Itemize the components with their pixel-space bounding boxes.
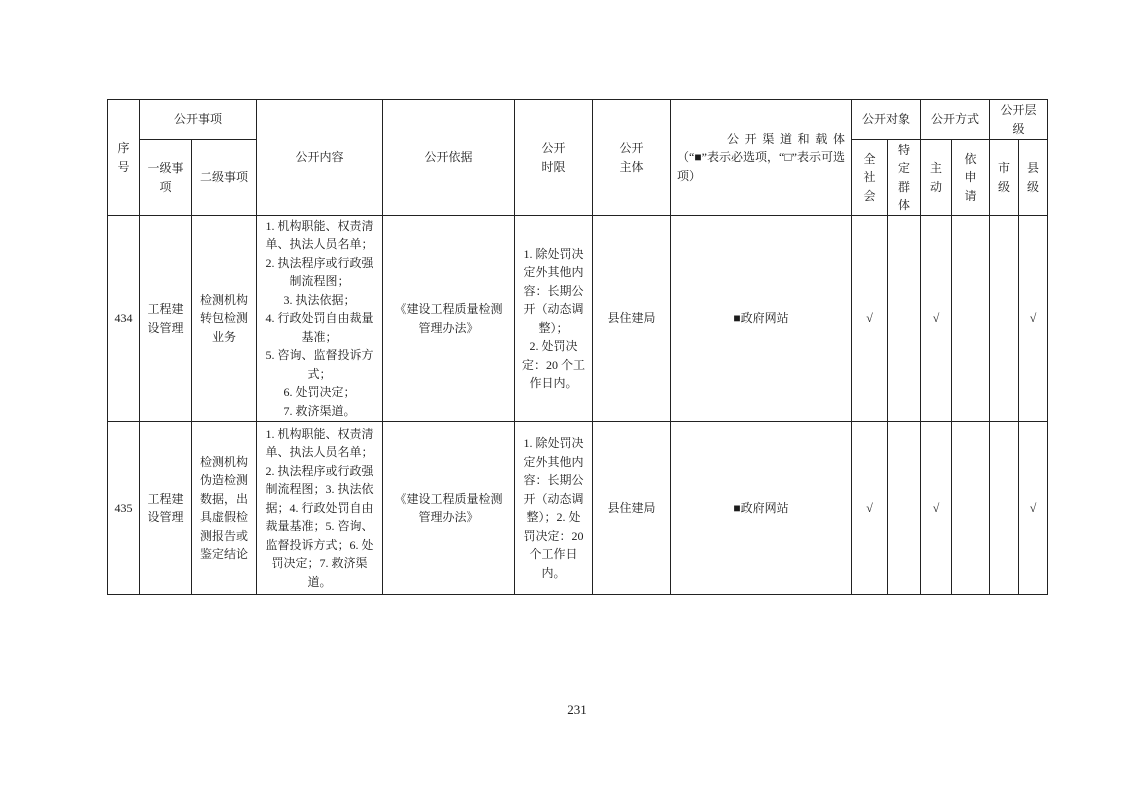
header-audience-specific-label: 特定群体 [898, 142, 911, 212]
header-audience-label: 公开对象 [862, 112, 911, 127]
level-city-cell [990, 216, 1019, 422]
channel-cell [671, 422, 852, 595]
level1-item: 工程建设管理 [147, 302, 184, 335]
content-item: 7. 救济渠道。 [283, 403, 356, 418]
header-audience [852, 100, 921, 140]
audience-specific-cell [888, 422, 921, 595]
time-limit-cell [515, 422, 593, 595]
content-item: 2. 执法程序或行政强制流程图； [265, 255, 374, 289]
content-cell [257, 216, 383, 422]
audience-all-cell [852, 216, 888, 422]
header-method-active [921, 140, 952, 216]
level2-item-cell [192, 216, 257, 422]
header-public-items [140, 100, 257, 140]
audience-specific-cell [888, 216, 921, 422]
header-channel [671, 100, 852, 216]
subject-text: 县住建局 [607, 311, 656, 326]
header-audience-specific [888, 140, 921, 216]
header-level2-item-label: 二级事项 [200, 170, 249, 185]
basis-text: 《建设工程质量检测管理办法》 [394, 491, 503, 524]
header-content-label: 公开内容 [295, 150, 344, 165]
header-basis-label: 公开依据 [424, 150, 473, 165]
header-time-limit [515, 100, 593, 216]
check-mark: √ [866, 500, 873, 515]
subject-cell [593, 422, 671, 595]
content-item: 1. 机构职能、权责清单、执法人员名单； [265, 426, 374, 460]
channel-text: ■政府网站 [733, 500, 789, 515]
content-item: 6. 处罚决定； [271, 537, 374, 571]
content-item: 3. 执法依据； [265, 482, 374, 515]
check-mark: √ [932, 311, 940, 326]
level1-item-cell [140, 216, 192, 422]
seq-cell [108, 216, 140, 422]
header-time-limit-label: 公开时限 [541, 141, 566, 174]
content-item: 1. 机构职能、权责清单、执法人员名单； [265, 218, 374, 252]
disclosure-table [107, 99, 1048, 595]
seq-number: 434 [114, 311, 133, 326]
content-item: 4. 行政处罚自由裁量基准； [265, 500, 374, 534]
header-method-request-label: 依申请 [964, 151, 977, 203]
level-county-cell [1019, 216, 1048, 422]
content-item: 5. 咨询、监督投诉方式； [265, 348, 374, 381]
audience-all-cell [852, 422, 888, 595]
check-mark: √ [1029, 500, 1037, 515]
header-public-items-label: 公开事项 [174, 112, 223, 127]
method-request-cell [952, 216, 990, 422]
check-mark: √ [1029, 311, 1037, 326]
check-mark: √ [866, 311, 873, 326]
content-item: 5. 咨询、监督投诉方式； [265, 519, 374, 552]
level2-item: 检测机构转包检测业务 [200, 292, 249, 344]
header-level1-item [140, 140, 192, 216]
check-mark: √ [932, 500, 940, 515]
seq-cell [108, 422, 140, 595]
header-level-city [990, 140, 1019, 216]
header-level-label: 公开层级 [1000, 103, 1037, 136]
basis-cell [383, 422, 515, 595]
header-audience-all [852, 140, 888, 216]
level1-item-cell [140, 422, 192, 595]
subject-cell [593, 216, 671, 422]
level-city-cell [990, 422, 1019, 595]
method-active-cell [921, 216, 952, 422]
channel-cell [671, 216, 852, 422]
header-subject-label: 公开主体 [619, 141, 644, 174]
time-limit-cell [515, 216, 593, 422]
level1-item: 工程建设管理 [147, 491, 184, 524]
level2-item: 检测机构伪造检测数据，出具虚假检测报告或鉴定结论 [200, 454, 249, 561]
content-item: 4. 行政处罚自由裁量基准； [265, 311, 374, 344]
header-row-1 [108, 100, 1048, 140]
header-method-label: 公开方式 [931, 112, 980, 127]
header-level2-item [192, 140, 257, 216]
content-item: 3. 执法依据； [283, 292, 356, 307]
channel-text: ■政府网站 [733, 311, 789, 326]
basis-cell [383, 216, 515, 422]
header-level-city-label: 市级 [998, 161, 1011, 194]
level-county-cell [1019, 422, 1048, 595]
method-active-cell [921, 422, 952, 595]
header-basis [383, 100, 515, 216]
header-level [990, 100, 1048, 140]
header-content [257, 100, 383, 216]
header-channel-title: 公开渠道和载体 [727, 131, 846, 146]
header-level1-item-label: 一级事项 [147, 161, 184, 194]
content-item: 2. 执法程序或行政强制流程图； [265, 463, 374, 497]
header-level-county-label: 县级 [1027, 161, 1040, 194]
level2-item-cell [192, 422, 257, 595]
content-cell [257, 422, 383, 595]
time-limit-item: 2. 处罚决定：20 个工作日内。 [523, 510, 584, 580]
header-seq [108, 100, 140, 216]
header-method [921, 100, 990, 140]
header-level-county [1019, 140, 1048, 216]
seq-number: 435 [114, 500, 133, 515]
basis-text: 《建设工程质量检测管理办法》 [394, 302, 503, 335]
subject-text: 县住建局 [607, 500, 656, 515]
page-number: 231 [567, 702, 587, 717]
content-item: 6. 处罚决定； [283, 385, 356, 400]
header-method-active-label: 主动 [930, 161, 943, 194]
content-item: 7. 救济渠道。 [307, 556, 368, 589]
table-row [108, 422, 1048, 595]
header-channel-note: （“■”表示必选项，“□”表示可选项） [677, 150, 846, 183]
header-subject [593, 100, 671, 216]
time-limit-item: 1. 除处罚决定外其他内容：长期公开（动态调整）； [523, 246, 584, 335]
time-limit-item: 1. 除处罚决定外其他内容：长期公开（动态调整）； [523, 436, 584, 524]
header-seq-label: 序号 [117, 141, 130, 174]
header-audience-all-label: 全社会 [863, 151, 876, 203]
header-method-request [952, 140, 990, 216]
time-limit-item: 2. 处罚决定：20 个工作日内。 [522, 339, 586, 390]
method-request-cell [952, 422, 990, 595]
table-row [108, 216, 1048, 422]
